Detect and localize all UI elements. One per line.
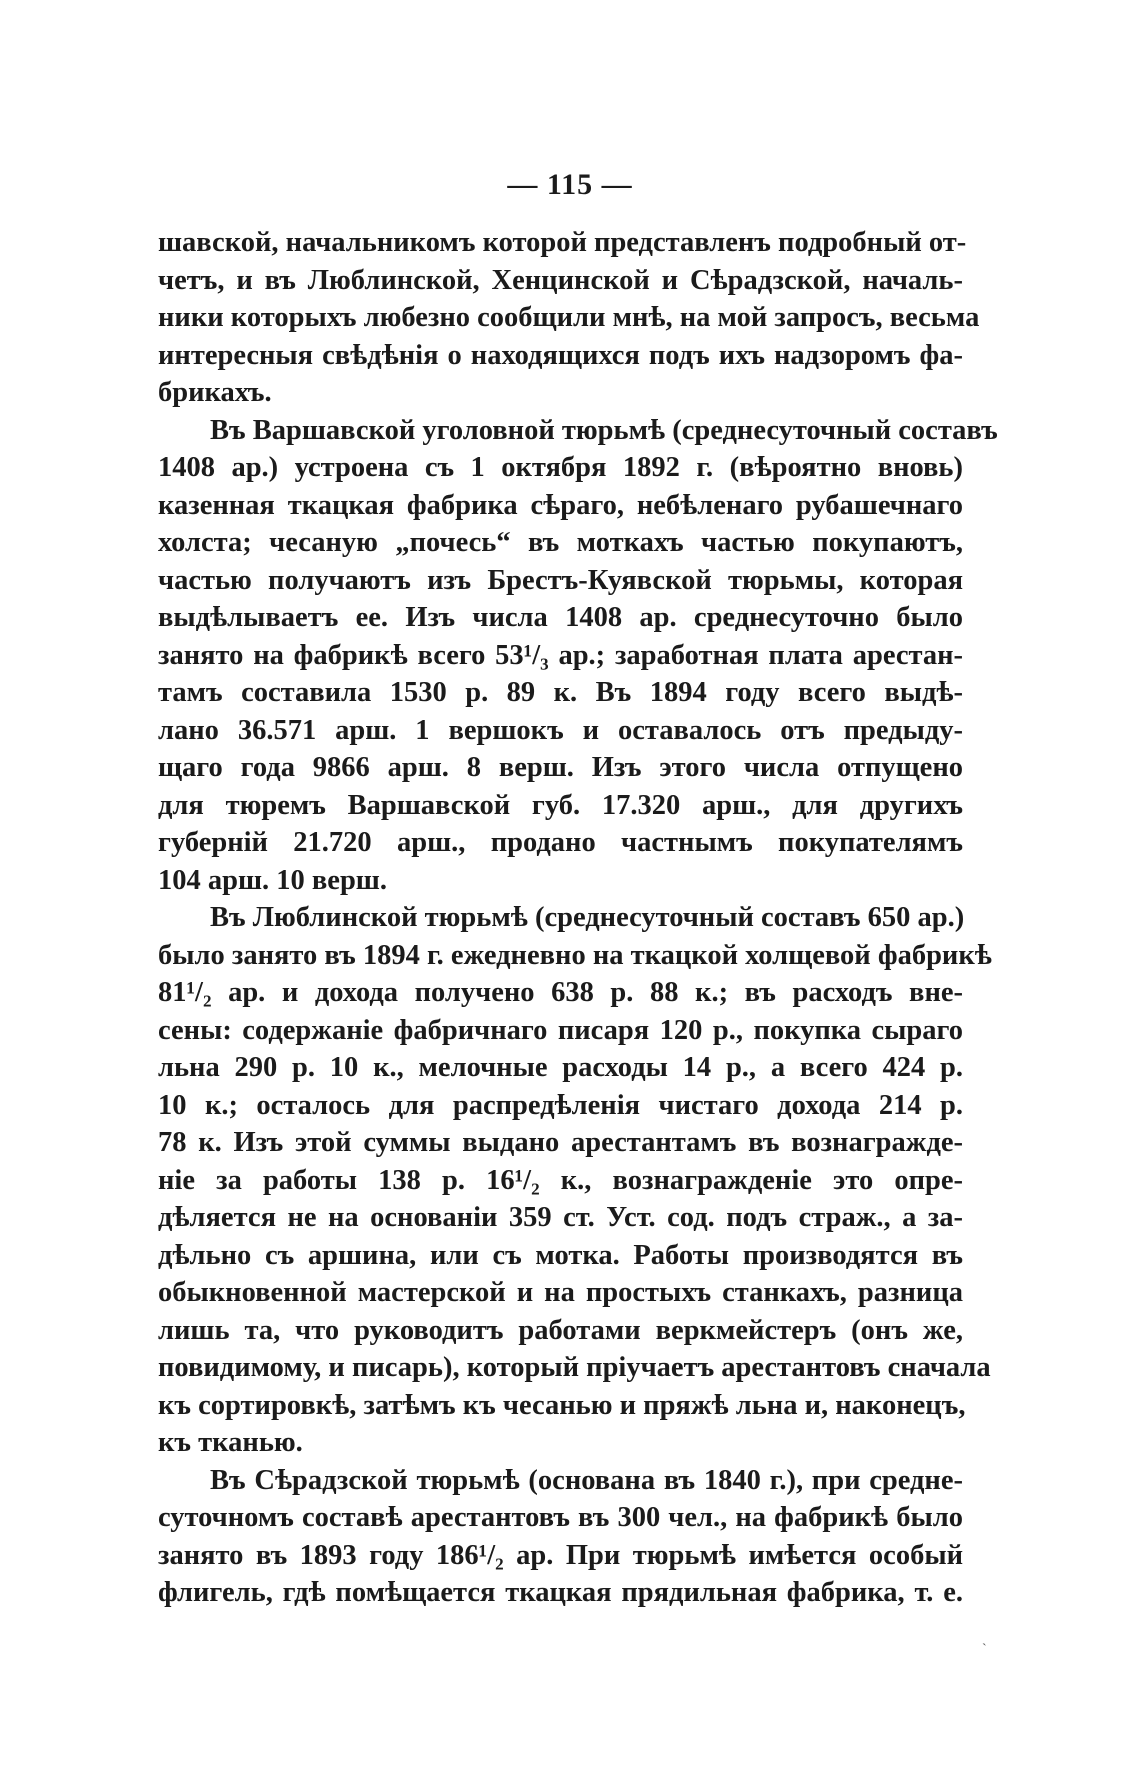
text-line: ники которыхъ любезно сообщили мнѣ, на мой запросъ, весьма xyxy=(158,302,980,333)
text-line: занято на фабрикѣ всего 53¹/₃ ар.; заработная плата арестан- xyxy=(158,639,963,671)
margin-mark: ` xyxy=(982,1642,987,1657)
text-line: лишь та, что руководитъ работами веркмейстеръ (онъ же, xyxy=(158,1314,963,1346)
text-line: дѣльно съ аршина, или съ мотка. Работы производятся въ xyxy=(158,1239,963,1271)
text-line: 81¹/₂ ар. и дохода получено 638 р. 88 к.; въ расходъ вне- xyxy=(158,977,963,1008)
text-line: холста; чесаную „почесь“ въ моткахъ частью покупаютъ, xyxy=(158,527,963,558)
text-line: суточномъ составѣ арестантовъ въ 300 чел., на фабрикѣ было xyxy=(158,1502,963,1533)
text-line: для тюремъ Варшавской губ. 17.320 арш., для другихъ xyxy=(158,789,963,821)
text-line: губерній 21.720 арш., продано частнымъ покупателямъ xyxy=(158,827,963,858)
text-line: щаго года 9866 арш. 8 верш. Изъ этого числа отпущено xyxy=(158,752,963,783)
text-line: было занято въ 1894 г. ежедневно на ткацкой холщевой фабрикѣ xyxy=(158,939,992,971)
text-line: дѣляется не на основаніи 359 ст. Уст. сод. подъ страж., а за- xyxy=(158,1202,963,1233)
text-line: повидимому, и писарь), который пріучаетъ арестантовъ сначала xyxy=(158,1352,991,1383)
text-line: 10 к.; осталось для распредѣленія чистаго дохода 214 р. xyxy=(158,1089,963,1121)
paragraph-start-line: Въ Сѣрадзской тюрьмѣ (основана въ 1840 г.), при средне- xyxy=(210,1464,963,1496)
text-line: тамъ составила 1530 р. 89 к. Въ 1894 году всего выдѣ- xyxy=(158,677,963,708)
text-line: 1408 ар.) устроена съ 1 октября 1892 г. (вѣроятно вновь) xyxy=(158,452,963,483)
page-number: — 115 — xyxy=(507,168,633,201)
text-line: брикахъ. xyxy=(158,377,272,408)
paragraph-start-line: Въ Люблинской тюрьмѣ (среднесуточный составъ 650 ар.) xyxy=(210,902,965,933)
text-line: казенная ткацкая фабрика сѣраго, небѣленаго рубашечнаго xyxy=(158,489,963,521)
text-line: флигель, гдѣ помѣщается ткацкая прядильная фабрика, т. е. xyxy=(158,1577,963,1608)
text-line: выдѣлываетъ ее. Изъ числа 1408 ар. среднесуточно было xyxy=(158,602,963,633)
text-line: обыкновенной мастерской и на простыхъ станкахъ, разница xyxy=(158,1277,963,1308)
text-line: 78 к. Изъ этой суммы выдано арестантамъ въ вознагражде- xyxy=(158,1127,963,1158)
text-line: частью получаютъ изъ Брестъ-Куявской тюрьмы, которая xyxy=(158,564,963,596)
text-line: сены: содержаніе фабричнаго писаря 120 р., покупка сыраго xyxy=(158,1014,963,1046)
text-line: льна 290 р. 10 к., мелочные расходы 14 р., а всего 424 р. xyxy=(158,1052,963,1083)
text-line: четъ, и въ Люблинской, Хенцинской и Сѣрадзской, началь- xyxy=(158,264,963,296)
text-line: шавской, начальникомъ которой представленъ подробный от- xyxy=(158,227,967,258)
paragraph-start-line: Въ Варшавской уголовной тюрьмѣ (среднесуточный составъ xyxy=(210,414,998,446)
text-line: ніе за работы 138 р. 16¹/₂ к., вознагражденіе это опре- xyxy=(158,1164,963,1196)
text-line: занято въ 1893 году 186¹/₂ ар. При тюрьмѣ имѣется особый xyxy=(158,1539,963,1571)
text-line: интересныя свѣдѣнія о находящихся подъ ихъ надзоромъ фа- xyxy=(158,339,963,371)
text-line: къ тканью. xyxy=(158,1427,303,1458)
text-line: лано 36.571 арш. 1 вершокъ и оставалось отъ предыду- xyxy=(158,714,963,746)
text-line: 104 арш. 10 верш. xyxy=(158,864,387,896)
body-text xyxy=(158,224,998,1612)
text-line: къ сортировкѣ, затѣмъ къ чесанью и пряжѣ льна и, наконецъ, xyxy=(158,1389,966,1421)
